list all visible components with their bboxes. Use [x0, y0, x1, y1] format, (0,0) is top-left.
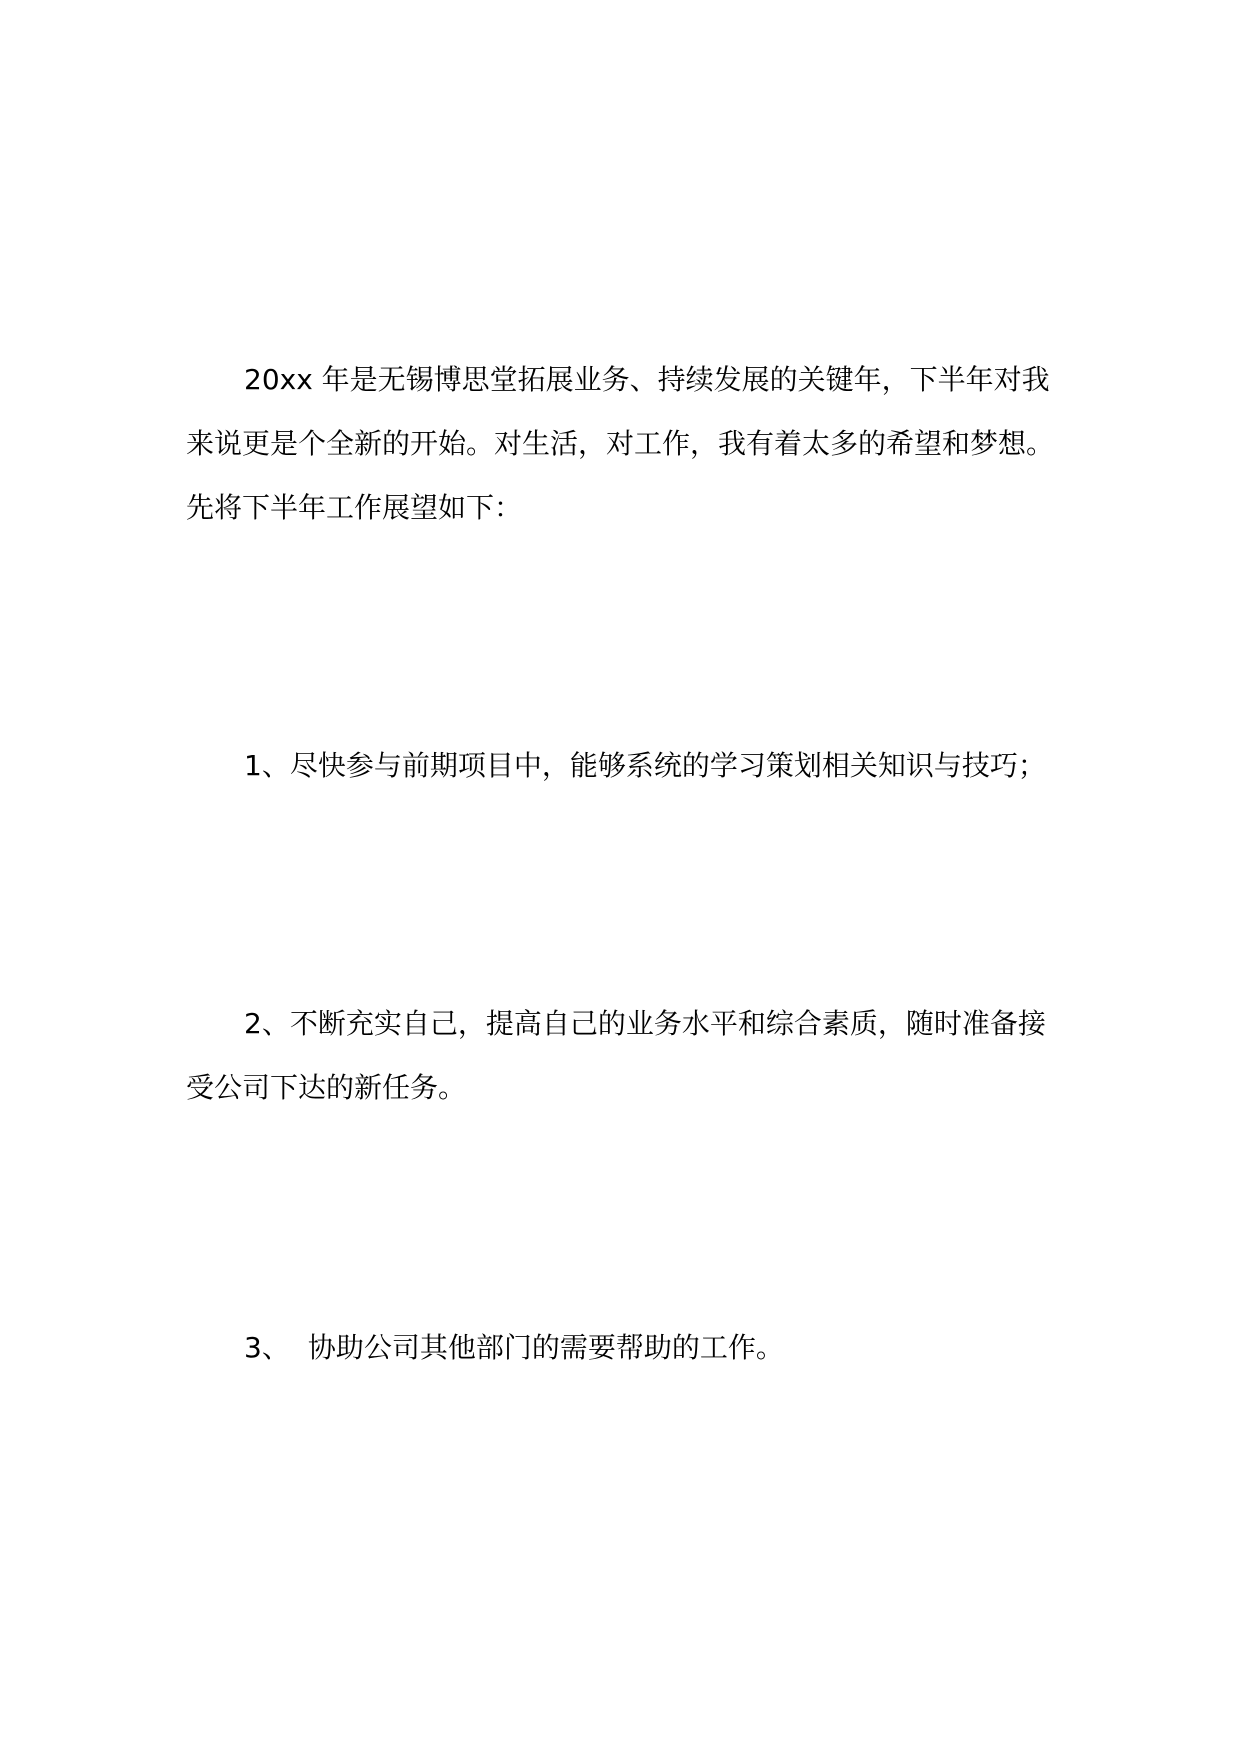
list-item-2: 2、不断充实自己，提高自己的业务水平和综合素质，随时准备接受公司下达的新任务。 — [186, 1007, 1046, 1104]
list-item-1: 1、尽快参与前期项目中，能够系统的学习策划相关知识与技巧； — [244, 749, 1046, 782]
list-item-3-text: 协助公司其他部门的需要帮助的工作。 — [307, 1331, 784, 1364]
list-item-3 — [186, 1316, 1056, 1380]
list-item-3-number: 3、 — [244, 1331, 290, 1364]
intro-paragraph: 20xx 年是无锡博思堂拓展业务、持续发展的关键年，下半年对我来说更是个全新的开始。对生活，对工作，我有着太多的希望和梦想。先将下半年工作展望如下： — [186, 363, 1055, 524]
